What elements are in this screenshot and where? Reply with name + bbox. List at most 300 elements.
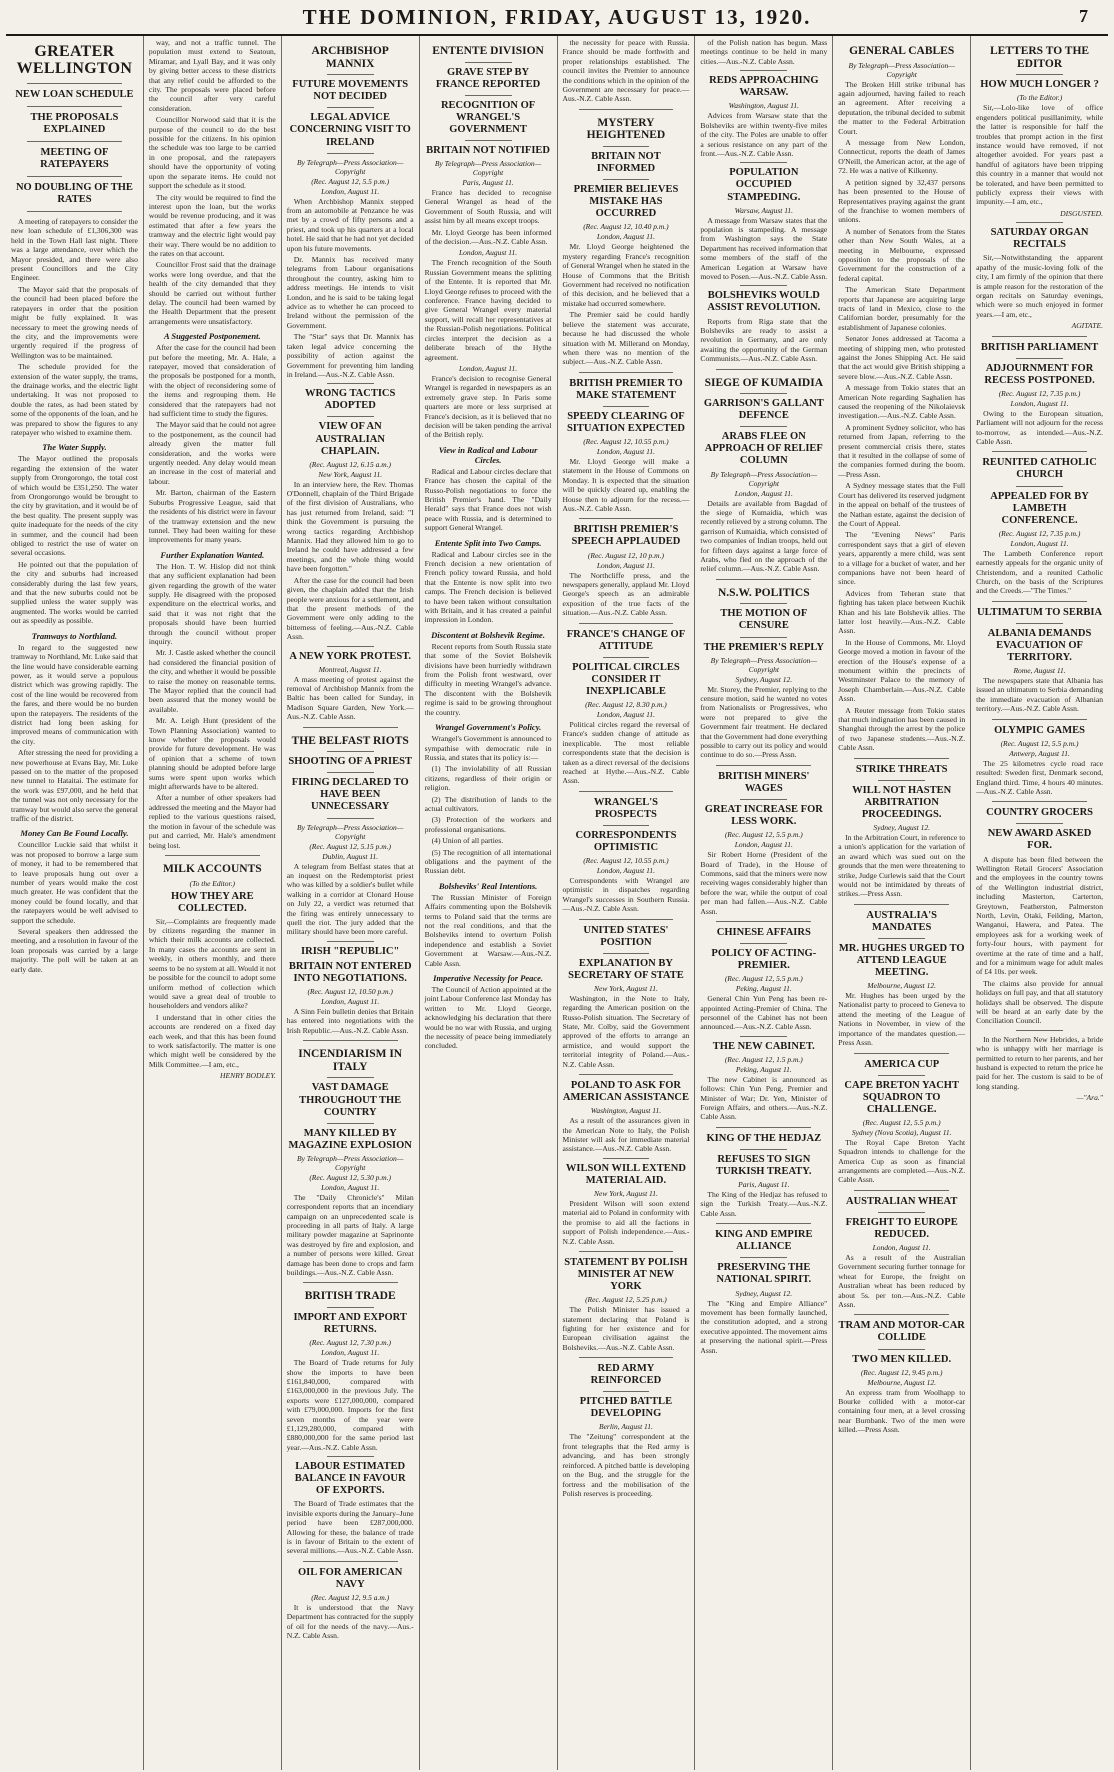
column-divider-rule <box>992 601 1087 602</box>
column-divider-rule <box>1016 1030 1063 1031</box>
dateline: Peking, August 11. <box>735 1064 792 1074</box>
body-paragraph: The Broken Hill strike tribunal has again adjourned, having failed to reach an agreement. After receiving a deputation, the tribunal decided to submit the matter to the Federal Arbitration Court. <box>838 79 966 136</box>
body-paragraph: Mr. Lloyd George will make a statement in the House of Commons on Monday. It is expected that the situation will be quickly cleared up, enabling the House then to adjourn for the recess.—Aus.-N.Z. Cable Assn. <box>562 456 690 513</box>
dateline: Paris, August 11. <box>738 1180 790 1190</box>
body-paragraph: Sir,—Lolo-like love of office engenders political pusillanimity, while the latter is responsible for half the troubles that prompt action in the first instance would have removed, if not altogether avoided. For years past a handful of agitators have been tripping this country in a manner that would not be tolerated, and have been permitted to publicly express their views with impunity.—I am, etc., <box>976 103 1103 207</box>
dateline: (Rec. August 12, 5.5 p.m.) <box>724 830 803 840</box>
body-paragraph: Recent reports from South Russia state that some of the Soviet Bolshevik divisions have been hurriedly withdrawn from the Polish front westward, over difficulty in meeting Wrangel's advance. The discontent with the Bolshevik regime is said to be growing throughout the country. <box>424 641 552 717</box>
column-divider-rule <box>327 74 374 75</box>
dateline: (Rec. August 12, 7.35 p.m.) <box>998 388 1081 398</box>
article-subheading: APPEALED FOR BY LAMBETH CONFERENCE. <box>990 490 1089 526</box>
dateline: (To the Editor.) <box>1016 93 1063 103</box>
body-paragraph: The claims also provide for annual holidays on full pay, and that all statutory holidays shall be observed. The dispute will be heard at an early date by the Conciliation Council. <box>976 978 1103 1026</box>
column-divider-rule <box>740 285 787 286</box>
article-subheading: TRAM AND MOTOR-CAR COLLIDE <box>838 1320 965 1344</box>
column-divider-rule <box>579 623 674 624</box>
column-divider-rule <box>878 1349 925 1350</box>
article-subheading: LEGAL ADVICE CONCERNING VISIT TO IRELAND <box>289 112 411 148</box>
column-divider-rule <box>603 1391 650 1392</box>
section-sidehead: View in Radical and Labour Circles. <box>438 444 538 465</box>
article-subheading: VIEW OF AN AUSTRALIAN CHAPLAIN. <box>315 421 385 457</box>
article-subheading: ALBANIA DEMANDS EVACUATION OF TERRITORY. <box>987 627 1092 663</box>
body-paragraph: The Mayor said that the proposals of the council had been placed before the ratepayers in order that the position might be fully explained. It was necessary to meet the growing needs of the city, and the improvements were urgently required if the progress of Wellington was to be maintained. <box>11 284 138 360</box>
newspaper-column-5 <box>558 36 696 1770</box>
column-divider-rule <box>327 646 374 647</box>
dateline: Washington, August 11. <box>590 1106 662 1116</box>
body-paragraph: The King of the Hedjaz has refused to sign the Turkish Treaty.—Aus.-N.Z. Cable Assn. <box>700 1190 828 1218</box>
dateline: (Rec. August 12, 9.45 p.m.) <box>860 1367 943 1377</box>
body-paragraph: The American State Department reports that Japanese are acquiring large tracts of land in Mexico, close to the Californian border, presumably for the establishment of Japanese colonies. <box>838 285 966 332</box>
article-subheading: BRITAIN NOT NOTIFIED <box>426 144 550 156</box>
dateline: By Telegraph—Press Association—Copyright <box>296 1153 404 1172</box>
body-paragraph: A prominent Sydney solicitor, who has returned from Japan, referring to the present commercial crisis there, states that it resulted in the collapse of some of the companies formed during the boom.—Press Assn. <box>838 422 966 479</box>
article-subheading: TWO MEN KILLED. <box>852 1353 952 1365</box>
body-paragraph: (2) The distribution of lands to the actual cultivators. <box>424 794 552 813</box>
column-divider-rule <box>878 1212 925 1213</box>
dateline: Berlin, August 11. <box>598 1422 653 1432</box>
column-divider-rule <box>716 921 811 922</box>
article-subheading: MR. HUGHES URGED TO ATTEND LEAGUE MEETING. <box>838 942 965 979</box>
body-paragraph: It is understood that the Navy Department has contracted for the supply of oil for the needs of the navy.—Aus.-N.Z. Cable Assn. <box>286 1603 414 1641</box>
column-divider-rule <box>327 1123 374 1124</box>
column-divider-rule <box>1016 74 1063 75</box>
body-paragraph: Mr. Lloyd George heightened the mystery regarding France's recognition of General Wrangel when he stated in the House of Commons that the British Government had received no notification of this decision, and he believed that a mistake had occurred somewhere. <box>562 242 690 308</box>
article-subheading: FREIGHT TO EUROPE REDUCED. <box>845 1216 958 1240</box>
signature-line: —"Ara." <box>1076 1093 1103 1103</box>
article-subheading: UNITED STATES' POSITION <box>583 924 669 948</box>
newspaper-column-2 <box>144 36 282 1770</box>
article-subheading: WRONG TACTICS ADOPTED <box>305 388 396 412</box>
body-paragraph: In the House of Commons, Mr. Lloyd George moved a motion in favour of the erection of the House's expense of a monument within the precincts of Westminster Palace to the memory of Joseph Chamberlain.—Aus.-N.Z. Cable Assn. <box>838 637 966 704</box>
dateline: (Rec. August 12, 8.30 p.m.) <box>585 699 667 709</box>
article-subheading: CHINESE AFFAIRS <box>716 926 811 938</box>
column-divider-rule <box>740 1036 787 1037</box>
article-subheading: MEETING OF RATEPAYERS <box>40 146 109 170</box>
column-divider-rule <box>603 406 650 407</box>
article-subheading: THE PROPOSALS EXPLAINED <box>30 111 119 135</box>
dateline: Paris, August 11. <box>462 178 514 188</box>
dateline: Sydney, August 12. <box>873 822 930 832</box>
body-paragraph: A telegram from Belfast states that at an inquest on the Redemptorist priest who was killed by a soldier's bullet while walking in a corridor at Clonard House on July 22, a verdict was returned that the firing was entirely unnecessary to quell the riot. The jury added that the military should have been more careful. <box>286 861 414 937</box>
column-divider-rule <box>854 904 949 905</box>
article-subheading: FRANCE'S CHANGE OF ATTITUDE <box>566 628 686 652</box>
article-subheading: AUSTRALIA'S MANDATES <box>866 909 937 933</box>
body-paragraph: In regard to the suggested new tramway to Northland, Mr. Luke said that the line would have considerable earning power, as it would serve a populous district which was growing rapidly. The cost of the line would be recovered from the fares, and there would be no burden upon the ratepayers. The residents of the district had long been asking for improved means of communication with the city. <box>11 642 138 746</box>
dateline: (Rec. August 12, 5.30 p.m.) <box>309 1172 392 1182</box>
section-sidehead: Discontent at Bolshevik Regime. <box>431 629 545 640</box>
dateline: London, August 11. <box>459 248 518 258</box>
newspaper-column-6 <box>695 36 833 1770</box>
dateline: Sydney, August 12. <box>735 1288 793 1298</box>
article-subheading: EXPLANATION BY SECRETARY OF STATE <box>568 957 684 981</box>
masthead <box>6 0 1108 36</box>
article-subheading: REUNITED CATHOLIC CHURCH <box>982 457 1097 481</box>
newspaper-column-4 <box>420 36 558 1770</box>
column-divider-rule <box>327 107 374 108</box>
body-paragraph: The Northcliffe press, and the newspapers generally, applaud Mr. Lloyd George's speech as an admirable exposition of the true facts of the situation.—Aus.-N.Z. Cable Assn. <box>562 570 690 618</box>
column-divider-rule <box>740 799 787 800</box>
body-paragraph: A Sinn Fein bulletin denies that Britain has entered into negotiations with the Irish Republic.—Aus.-N.Z. Cable Assn. <box>286 1006 414 1035</box>
dateline: London, August 11. <box>596 709 655 719</box>
body-paragraph: Mr. Lloyd George has been informed of the decision.—Aus.-N.Z. Cable Assn. <box>424 227 552 247</box>
article-subheading: THE PREMIER'S REPLY <box>703 641 824 653</box>
dateline: Montreal, August 11. <box>318 664 382 674</box>
article-subheading: KING AND EMPIRE ALLIANCE <box>715 1229 813 1253</box>
dateline: (Rec. August 12, 5.25 p.m.) <box>585 1295 667 1305</box>
article-subheading: NEW AWARD ASKED FOR. <box>987 828 1092 852</box>
article-subheading: SPEEDY CLEARING OF SITUATION EXPECTED <box>566 410 685 434</box>
dateline: London, August 11. <box>596 560 655 570</box>
dateline: (Rec. August 12, 10.50 p.m.) <box>307 986 393 996</box>
newspaper-column-3 <box>282 36 420 1770</box>
column-divider-rule <box>27 176 122 177</box>
column-divider-rule <box>327 383 374 384</box>
dateline: Dublin, August 11. <box>322 851 379 861</box>
body-paragraph: As a result of the assurances given in the American Note to Italy, the Polish Minister will ask for immediate material assistance.—Aus.-N.Z. Cable Assn. <box>562 1116 690 1154</box>
body-paragraph: The Royal Cape Breton Yacht Squadron intends to challenge for the America Cup as soon as financial arrangements are completed.—Aus.-N.Z. Cable Assn. <box>838 1137 966 1185</box>
dateline: London, August 11. <box>596 232 655 242</box>
dateline: (Rec. August 12, 10.55 p.m.) <box>583 436 669 446</box>
body-paragraph: After a number of other speakers had addressed the meeting and the Mayor had replied to the various questions raised, the motion in favour of the schedule was put and carried, Mr. Hale's amendment being lost. <box>148 793 276 850</box>
column-divider-rule <box>716 1127 811 1128</box>
dateline: (Rec. August 12, 7.30 p.m.) <box>309 1338 392 1348</box>
dateline: Melbourne, August 12. <box>867 981 936 991</box>
body-paragraph: A message from New London, Connecticut, reports the death of James O'Neill, the American actor, at the age of 72. He was a native of Kilkenny. <box>838 138 966 176</box>
column-divider-rule <box>1016 222 1063 223</box>
article-subheading: ULTIMATUM TO SERBIA <box>977 606 1103 618</box>
article-subheading: WILSON WILL EXTEND MATERIAL AID. <box>565 1162 686 1186</box>
article-headline: LETTERS TO THE EDITOR <box>990 45 1090 70</box>
dateline: By Telegraph—Press Association—Copyright <box>296 157 404 176</box>
body-paragraph: When Archbishop Mannix stepped from an automobile at Penzance he was met by a crowd of fifty persons and a priest, and took up his quarters at a local hotel. He said that he had not yet decided upon his future movements. <box>286 196 414 253</box>
column-divider-rule <box>27 106 122 107</box>
body-paragraph: Sir,—Complaints are frequently made by citizens regarding the manner in which their milk accounts are collected. In many cases the accounts are sent in weekly, in others monthly, and there seems to be no system at all. Would it not be possible for the council to adopt some uniform method of collection which would save a great deal of trouble to householders and vendors alike? <box>148 916 276 1011</box>
article-subheading: PREMIER BELIEVES MISTAKE HAS OCCURRED <box>573 184 679 220</box>
signature-line: AGITATE. <box>1071 321 1103 331</box>
body-paragraph: The Mayor said that he could not agree to the postponement, as the council had already given the matter full consideration, and the works were urgently needed. Any delay would mean an increase in the cost of material and labour. <box>148 420 276 486</box>
dateline: (To the Editor.) <box>189 878 235 888</box>
body-paragraph: The Russian Minister of Foreign Affairs commenting upon the Bolshevik terms to Poland said that the terms are not the real conditions, and that the Bolsheviks intend to overturn Polish independence and establish a Soviet Government at Warsaw.—Aus.-N.Z. Cable Assn. <box>424 892 552 968</box>
column-divider-rule <box>327 941 374 942</box>
column-divider-rule <box>327 1307 374 1308</box>
column-divider-rule <box>1016 358 1063 359</box>
article-headline: GENERAL CABLES <box>849 45 955 57</box>
body-paragraph: Details are available from Bagdad of the siege of Kumaidia, which was recently relieved by a strong column. The garrison of Kumaidia, which consisted of two companies of Indian troops, held out for fifteen days against a large force of Arabs, who fled on the approach of the relief column.—Aus.-N.Z. Cable Assn. <box>700 498 828 574</box>
column-divider-rule <box>579 372 674 373</box>
body-paragraph: A mass meeting of protest against the removal of Archbishop Mannix from the Baltic has been called for Sunday, in Madison Square Garden, New York.—Aus.-N.Z. Cable Assn. <box>286 674 414 722</box>
body-paragraph: Political circles regard the reversal of France's sudden change of attitude as inexplicable. The most reliable correspondents state that the decision is taken as a direct reversal of the decisions reached at Hythe.—Aus.-N.Z. Cable Assn. <box>562 719 690 786</box>
dateline: (Rec. August 12, 7.35 p.m.) <box>998 528 1081 538</box>
body-paragraph: The "Daily Chronicle's" Milan correspondent reports that an incendiary campaign on an unprecedented scale is proceeding in all parts of Italy. A large military powder magazine at Saprinonte was destroyed by fire and explosion, and a number of persons were killed. Great damage has been done to crops and farm buildings.—Aus.-N.Z. Cable Assn. <box>286 1192 414 1278</box>
article-subheading: STRIKE THREATS <box>855 763 948 775</box>
article-subheading: POPULATION OCCUPIED STAMPEDING. <box>727 167 801 203</box>
article-headline: MILK ACCOUNTS <box>162 862 262 875</box>
column-divider-rule <box>165 855 260 856</box>
dateline: London, August 11. <box>321 186 380 196</box>
article-subheading: COUNTRY GROCERS <box>986 807 1093 819</box>
article-subheading: HOW THEY ARE COLLECTED. <box>170 890 254 914</box>
dateline: (Rec. August 12, 10.55 p.m.) <box>583 855 669 865</box>
body-paragraph: Radical and Labour circles see in the French decision a new orientation of French policy toward Russia, and hold that the Entente is now split into two camps. The French decision is believed to have been taken without consultation with Britain, and it has created a painful impression in London. <box>424 549 552 625</box>
dateline: (Rec. August 12, 5.5 p.m.) <box>1000 738 1079 748</box>
body-paragraph: Sir Robert Horne (President of the Board of Trade), in the House of Commons, said that the miners were now receiving wages considerably higher than before the war, while the output of coal per man had fallen.—Aus.-N.Z. Cable Assn. <box>700 850 828 916</box>
article-subheading: FUTURE MOVEMENTS NOT DECIDED <box>292 79 409 103</box>
column-divider-rule <box>716 1223 811 1224</box>
body-paragraph: The Board of Trade estimates that the invisible exports during the January–June period have been £287,000,000. Allowing for these, the balance of trade is in favour of Britain to the extent of several millions.—Aus.-N.Z. Cable Assn. <box>286 1499 414 1556</box>
body-paragraph: Mr. J. Castle asked whether the council had considered the financial position of the city, and whether it would be possible to raise the money on reasonable terms. The Mayor replied that the council had been assured that the money would be available. <box>148 648 276 714</box>
dateline: By Telegraph—Press Association—Copyright <box>848 60 955 79</box>
body-paragraph: The "Zeitung" correspondent at the front telegraphs that the Red army is advancing, and has been strongly reinforced. A pitched battle is developing on the Bug, and the struggle for the fortress and the mobilisation of the Polish reserves is proceeding. <box>562 1432 690 1498</box>
body-paragraph: France's decision to recognise General Wrangel is regarded in newspapers as an extremely grave step. In Paris some quarters are more or less surprised at France's decision, as it is believed that no decision will be taken pending the arrival of the British reply. <box>424 373 552 440</box>
dateline: (Rec. August 12, 9.5 a.m.) <box>311 1593 390 1602</box>
article-subheading: BOLSHEVIKS WOULD ASSIST REVOLUTION. <box>707 290 821 314</box>
article-subheading: GRAVE STEP BY FRANCE REPORTED <box>435 66 541 90</box>
article-subheading: FIRING DECLARED TO HAVE BEEN UNNECESSARY <box>291 777 409 813</box>
column-divider-rule <box>579 1251 674 1252</box>
article-subheading: NEW LOAN SCHEDULE <box>15 88 134 100</box>
section-sidehead: Imperative Necessity for Peace. <box>433 973 544 984</box>
body-paragraph: Mr. Storey, the Premier, replying to the censure motion, said he wanted no votes from Nationalists or Progressives, who were not prepared to give the Government fair treatment. He declared that the Government had done everything possible to carry out its policy and would continue to do so.—Press Assn. <box>700 684 828 760</box>
dateline: New York, August 11. <box>318 469 383 479</box>
body-paragraph: of the Polish nation has begun. Mass meetings continue to be held in many cities.—Aus.-N.Z. Cable Assn. <box>700 38 828 66</box>
column-divider-rule <box>740 426 787 427</box>
column-divider-rule <box>740 603 787 604</box>
article-subheading: THE MOTION OF CENSURE <box>720 608 808 632</box>
article-subheading: CAPE BRETON YACHT SQUADRON TO CHALLENGE. <box>844 1079 959 1115</box>
dateline: London, August 11. <box>459 363 518 373</box>
article-subheading: WRANGEL'S PROSPECTS <box>593 796 659 820</box>
article-subheading: VAST DAMAGE THROUGHOUT THE COUNTRY <box>299 1082 402 1118</box>
body-paragraph: The Hon. T. W. Hislop did not think that any sufficient explanation had been given regarding the growth of the water supply. He disagreed with the proposed expenditure on the electrical works, and said that it was not right that the proposals should have been hurried through the council without proper inquiry. <box>148 561 276 646</box>
body-paragraph: The Premier said he could hardly believe the statement was accurate, because he had discussed the whole situation with M. Millerand on Monday, when there was no mention of the subject.—Aus.-N.Z. Cable Assn. <box>562 310 690 367</box>
body-paragraph: Mr. Hughes has been urged by the Nationalist party to proceed to Geneva to attend the meeting of the League of Nations in November, in view of the importance of the mandates question.—Press Assn. <box>838 991 966 1048</box>
column-divider-rule <box>327 416 374 417</box>
body-paragraph: As a result of the Australian Government securing further tonnage for wheat for Europe, the freight on Australian wheat has been reduced by about 5s. per ton.—Aus.-N.Z. Cable Assn. <box>838 1252 966 1310</box>
article-subheading: HOW MUCH LONGER ? <box>980 79 1099 91</box>
article-headline: BRITISH TRADE <box>304 1290 396 1303</box>
body-paragraph: Radical and Labour circles declare that France has chosen the capital of the Russo-Polish negotiations to force the British Premier's hand. The "Daily Herald" says that France does not wish peace with Russia, and is determined to support General Wrangel. <box>424 466 552 533</box>
body-paragraph: Senator Jones addressed at Tacoma a meeting of shipping men, who protested against the Jones Shipping Act. He said that the act would give British shipping a severe blow.—Aus.-N.Z. Cable Assn. <box>838 334 966 381</box>
article-subheading: GREAT INCREASE FOR LESS WORK. <box>704 803 823 828</box>
dateline: (Rec. August 12, 5.15 p.m.) <box>309 841 392 851</box>
dateline: London, August 11. <box>872 1242 931 1252</box>
column-divider-rule <box>327 153 374 154</box>
body-paragraph: A message from Warsaw states that the population is stampeding. A message from Washington says the State Department has received information that some members of the staff of the American Legation at Warsaw have moved to Posen.—Aus.-N.Z. Cable Assn. <box>700 215 828 281</box>
dateline: London, August 11. <box>596 446 655 456</box>
article-subheading: RECOGNITION OF WRANGEL'S GOVERNMENT <box>440 99 536 135</box>
article-subheading: STATEMENT BY POLISH MINISTER AT NEW YORK <box>564 1257 688 1293</box>
dateline: By Telegraph—Press Association—Copyright <box>434 159 542 178</box>
article-subheading: AUSTRALIAN WHEAT <box>846 1195 958 1207</box>
dateline: New York, August 11. <box>594 1188 658 1198</box>
column-divider-rule <box>303 1561 398 1562</box>
body-paragraph: Reports from Riga state that the Bolsheviks are ready to assist a revolution in Germany, and are only awaiting the opportunity of the German Communists.—Aus.-N.Z. Cable Assn. <box>700 316 828 364</box>
newspaper-column-1 <box>6 36 144 1770</box>
signature-line: DISGUSTED. <box>1060 208 1103 218</box>
dateline: Rome, August 11. <box>1013 666 1066 675</box>
body-paragraph: Washington, in the Note to Italy, regarding the American position on the Russo-Polish situation. The Secretary of State, Mr. Colby, said the Government approved of the efforts to arrange an armistice, and would support the territorial integrity of Poland.—Aus.-N.Z. Cable Assn. <box>562 993 690 1069</box>
article-subheading: AMERICA CUP <box>864 1058 940 1070</box>
body-paragraph: Advices from Warsaw state that the Bolsheviks are within twenty-five miles of the city. The Poles are unable to offer a serious resistance on any part of the front.—Aus.-N.Z. Cable Assn. <box>700 111 828 158</box>
article-subheading: SATURDAY ORGAN RECITALS <box>990 227 1089 251</box>
body-paragraph: A number of Senators from the States other than New South Wales, at a meeting in Melbourne, expressed opposition to the proposals of the Government for the construction of a federal capital. <box>838 226 966 283</box>
column-divider-rule <box>740 393 787 394</box>
column-divider-rule <box>992 336 1087 337</box>
column-divider-rule <box>878 1075 925 1076</box>
section-sidehead: Money Can Be Found Locally. <box>20 828 129 839</box>
dateline: By Telegraph—Press Association—Copyright <box>296 822 404 841</box>
dateline: London, August 11. <box>321 1182 380 1192</box>
article-subheading: WILL NOT HASTEN ARBITRATION PROCEEDINGS. <box>852 784 952 820</box>
column-divider-rule <box>1016 486 1063 487</box>
column-divider-rule <box>992 719 1087 720</box>
article-headline: ENTENTE DIVISION <box>432 45 544 57</box>
column-divider-rule <box>579 919 674 920</box>
article-subheading: PRESERVING THE NATIONAL SPIRIT. <box>716 1262 812 1286</box>
article-subheading: THE NEW CABINET. <box>712 1040 815 1052</box>
body-paragraph: Wrangel's Government is announced to sympathise with democratic rule in Russia, and states that its policy is:— <box>424 734 552 762</box>
body-paragraph: A petition signed by 32,437 persons has been presented to the House of Representatives praying against the grant of the franchise to women members of unions. <box>838 177 966 225</box>
article-subheading: KING OF THE HEDJAZ <box>706 1132 822 1144</box>
body-paragraph: Councillor Norwood said that it is the purpose of the council to do the best possible for the citizens. In his opinion the schedule was too large to be carried in one proposal, and the ratepayers should have the opportunity of voting upon the separate items. He could not support the schedule as it stood. <box>148 115 276 191</box>
body-paragraph: The Polish Minister has issued a statement declaring that Poland is fighting for her existence and for European civilisation against the Bolsheviks.—Aus.-N.Z. Cable Assn. <box>562 1305 690 1352</box>
column-divider-rule <box>579 791 674 792</box>
body-paragraph: Several speakers then addressed the meeting, and a resolution in favour of the loan proposals was carried by a large majority. The poll will be taken at an early date. <box>11 927 138 974</box>
dateline: London, August 11. <box>321 996 380 1006</box>
dateline: Melbourne, August 12. <box>867 1377 936 1387</box>
article-subheading: REDS APPROACHING WARSAW. <box>709 75 819 99</box>
column-divider-rule <box>854 1190 949 1191</box>
dateline: New York, August 11. <box>594 983 658 993</box>
column-divider-rule <box>27 211 122 212</box>
column-divider-rule <box>740 943 787 944</box>
column-divider-rule <box>579 109 674 110</box>
column-divider-rule <box>603 657 650 658</box>
dateline: London, August 11. <box>321 1348 380 1358</box>
column-divider-rule <box>327 1077 374 1078</box>
body-paragraph: In the Arbitration Court, in reference to a union's application for the variation of an award which was sued out on the grounds that the men were threatening to strike, Judge Curlewis said that the Court would not be intimidated by threats of strikes.—Press Assn. <box>838 832 966 899</box>
article-subheading: BRITISH MINERS' WAGES <box>718 770 810 794</box>
dateline: Warsaw, August 11. <box>734 205 794 215</box>
body-paragraph: After stressing the need for providing a new powerhouse at Evans Bay, Mr. Luke passed on to the matter of the proposed new tunnel to Hataitai. The estimate for the work was £97,000, and he held that the tunnel was not only necessary for the tramway but would also serve the general traffic of the district. <box>11 748 138 823</box>
dateline: (Rec. August 12, 10.40 p.m.) <box>583 222 669 232</box>
article-subheading: MANY KILLED BY MAGAZINE EXPLOSION <box>288 1127 412 1151</box>
dateline: By Telegraph—Press Association—Copyright <box>710 469 818 488</box>
body-paragraph: General Chin Yun Peng has been re-appointed Acting-Premier of China. The personnel of the Cabinet has not been announced.—Aus.-N.Z. Cable Assn. <box>700 994 828 1032</box>
body-paragraph: The schedule provided for the extension of the water supply, the trams, the drainage works, and the electric light undertaking. It was not proposed to double the rates, as had been stated by some of the opponents of the loan, and he was prepared to show the figures to any ratepayer who wished to examine them. <box>11 362 138 437</box>
dateline: (Rec. August 12, 10 p.m.) <box>587 550 664 560</box>
article-headline: SIEGE OF KUMAIDIA <box>704 376 824 389</box>
newspaper-masthead-title: THE DOMINION, FRIDAY, AUGUST 13, 1920. <box>302 4 812 29</box>
body-paragraph: way, and not a traffic tunnel. The population must extend to Seatoun, Miramar, and Lyall Bay, and it was only by giving better access to these districts that any relief could be afforded to the city. The proposals were placed before the council after very careful consideration. <box>148 38 276 113</box>
dateline: London, August 11. <box>1010 398 1069 408</box>
body-paragraph: The new Cabinet is announced as follows: Chin Yun Peng, Premier and Minister of War; Dr. Yen, Minister of Foreign Affairs, and others.—Aus.-N.Z. Cable Assn. <box>700 1074 828 1122</box>
section-sidehead: The Water Supply. <box>42 442 107 453</box>
body-paragraph: The "King and Empire Alliance" movement has been formally launched, the constitution adopted, and a strong executive appointed. The movement aims at preserving the national spirit.—Press Assn. <box>700 1298 828 1355</box>
article-subheading: ADJOURNMENT FOR RECESS POSTPONED. <box>984 362 1095 386</box>
column-divider-rule <box>303 1282 398 1283</box>
dateline: Sydney (Nova Scotia), August 11. <box>851 1127 952 1137</box>
newspaper-column-8 <box>971 36 1108 1770</box>
body-paragraph: The French recognition of the South Russian Government means the splitting of the Entente. It is reported that Mr. Lloyd George refuses to proceed with the conference. France having decided to give General Wrangel every material support, will recall her representatives at the Russian-Polish negotiations. Political circles interpret the decision as a deliberate breach of the Hythe agreement. <box>424 258 552 362</box>
column-divider-rule <box>579 518 674 519</box>
article-subheading: POLICY OF ACTING-PREMIER. <box>711 948 817 972</box>
dateline: Antwerp, August 11. <box>1009 748 1070 758</box>
dateline: Washington, August 11. <box>728 101 799 111</box>
body-paragraph: France has decided to recognise General Wrangel as head of the Government of South Russia, and will assist him by all means except troops. <box>424 188 552 226</box>
body-paragraph: Owing to the European situation, Parliament will not adjourn for the recess to-morrow, as intended.—Aus.-N.Z. Cable Assn. <box>976 408 1103 446</box>
body-paragraph: (4) Union of all parties. <box>431 836 504 846</box>
column-divider-rule <box>303 727 398 728</box>
dateline: London, August 11. <box>1010 538 1069 548</box>
article-subheading: BRITISH PREMIER TO MAKE STATEMENT <box>569 377 683 401</box>
dateline: (Rec. August 12, 1.5 p.m.) <box>724 1054 803 1064</box>
dateline: London, August 11. <box>734 840 793 850</box>
dateline: (Rec. August 12, 5.5 p.m.) <box>862 1117 941 1127</box>
dateline: London, August 11. <box>734 488 793 498</box>
columns-container <box>6 36 1108 1770</box>
article-headline: MYSTERY HEIGHTENED <box>586 116 666 142</box>
body-paragraph: The "Evening News" Paris correspondent says that a girl of eleven years, apparently a mere child, was sent to a village for a bucket of water, and her companions have not been heard of since. <box>838 530 966 587</box>
article-subheading: OLYMPIC GAMES <box>994 724 1086 736</box>
article-subheading: CORRESPONDENTS OPTIMISTIC <box>575 829 677 853</box>
article-subheading: OIL FOR AMERICAN NAVY <box>297 1566 403 1590</box>
body-paragraph: A message from Tokio states that an American Note regarding Saghalien has caused the reopening of the Nikolaievsk investigation.—Aus.-N.Z. Cable Assn. <box>838 383 966 421</box>
column-divider-rule <box>327 818 374 819</box>
column-divider-rule <box>465 140 512 141</box>
article-subheading: NO DOUBLING OF THE RATES <box>15 181 133 205</box>
column-divider-rule <box>854 758 949 759</box>
dateline: (Rec. August 12, 5.5 p.m.) <box>311 176 390 186</box>
article-subheading: POLITICAL CIRCLES CONSIDER IT INEXPLICABLE <box>572 661 680 697</box>
body-paragraph: Mr. A. Leigh Hunt (president of the Town Planning Association) wanted to know whether the proposals would provide for future development. He was of opinion that a scheme of town planning should be adopted before large sums were spent upon works which might afterwards have to be altered. <box>148 716 276 792</box>
article-subheading: IMPORT AND EXPORT RETURNS. <box>293 1312 407 1336</box>
article-subheading: BRITISH PARLIAMENT <box>980 341 1099 353</box>
body-paragraph: A dispute has been filed between the Wellington Retail Grocers' Association and the employees in the country towns of the Wellington industrial district, including Masterton, Carterton, Greytown, Featherston, Palmerston North, Levin, Otaki, Feilding, Marton, Wanganui, Hawera, and Patea. The employees ask for a working week of forty-four hours, with payment for overtime at the rate of time and a half, and for a minimum wage for adult males of £4 10s. per week. <box>976 854 1103 977</box>
article-headline: GREATER WELLINGTON <box>16 43 133 77</box>
body-paragraph: The Council of Action appointed at the joint Labour Conference last Monday has written to Mr. Lloyd George, acknowledging his declaration that there would be no war with Russia, and urging the necessity of peace being immediately concluded. <box>424 985 552 1051</box>
column-divider-rule <box>327 1456 374 1457</box>
column-divider-rule <box>603 146 650 147</box>
article-subheading: REFUSES TO SIGN TURKISH TREATY. <box>716 1153 812 1177</box>
article-subheading: PITCHED BATTLE DEVELOPING <box>579 1396 673 1420</box>
article-subheading: GARRISON'S GALLANT DEFENCE <box>703 398 824 422</box>
column-divider-rule <box>878 780 925 781</box>
column-divider-rule <box>992 801 1087 802</box>
column-divider-rule <box>603 179 650 180</box>
body-paragraph: The Mayor outlined the proposals regarding the extension of the water supply from Orongorongo, the total cost of which would be £351,250. The water from Orongorongo would be brought to the city by gravitation, and it would be of the best quality. The present supply was quite inadequate for the needs of the city in summer, and the council had been obliged to restrict the use of water on several occasions. <box>11 454 138 558</box>
section-sidehead: Further Explanation Wanted. <box>160 549 265 560</box>
column-divider-rule <box>327 772 374 773</box>
column-divider-rule <box>579 1074 674 1075</box>
column-divider-rule <box>716 765 811 766</box>
column-divider-rule <box>716 369 811 370</box>
column-divider-rule <box>27 83 122 84</box>
body-paragraph: He pointed out that the population of the city and suburbs had increased considerably during the last few years, and that the new suburbs could not be supplied unless the water supply was augmented. The works would be carried out as speedily as possible. <box>11 559 138 626</box>
body-paragraph: Sir,—Notwithstanding the apparent apathy of the music-loving folk of the city, I am firmly of the opinion that there is ample reason for the restoration of the organ recitals on Saturday evenings, which were so much enjoyed in former years.—I am, etc., <box>976 253 1103 319</box>
body-paragraph: The city would be required to find the interest upon the loan, but the works would be revenue producing, and it was estimated that after a few years the tramway and the electric light would pay their way. There would be no addition to the rates on that account. <box>148 192 276 258</box>
body-paragraph: A Reuter message from Tokio states that much indignation has been caused in Shanghai through the arrest by the police of two Japanese students.—Aus.-N.Z. Cable Assn. <box>838 705 966 753</box>
section-sidehead: Bolsheviks' Real Intentions. <box>438 880 538 891</box>
section-sidehead: Entente Split into Two Camps. <box>434 537 542 548</box>
column-divider-rule <box>740 1257 787 1258</box>
body-paragraph: Advices from Teheran state that fighting has taken place between Kuchik Khan and his late Bolshevik allies. The latter lost heavily.—Aus.-N.Z. Cable Assn. <box>838 588 966 636</box>
dateline: Peking, August 11. <box>735 984 792 994</box>
column-divider-rule <box>465 95 512 96</box>
article-subheading: BRITISH PREMIER'S SPEECH APPLAUDED <box>571 524 681 548</box>
column-divider-rule <box>603 953 650 954</box>
dateline: By Telegraph—Press Association—Copyright <box>710 655 818 674</box>
